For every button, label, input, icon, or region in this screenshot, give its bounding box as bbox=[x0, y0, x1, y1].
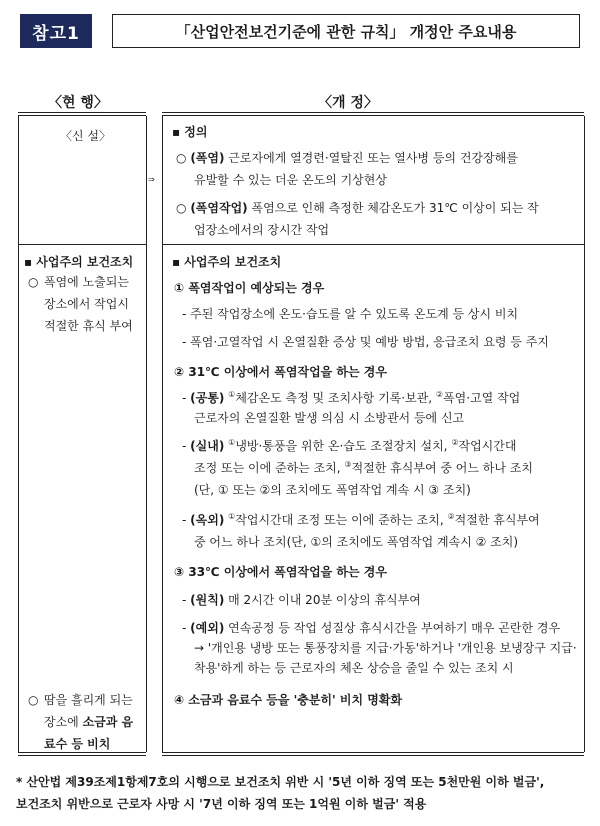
term-label: (공통) bbox=[190, 391, 225, 405]
revised-column-heading: 〈개 정〉 bbox=[318, 95, 378, 111]
section2-common-cont: 근로자의 온열질환 발생 의심 시 소방관서 등에 신고 bbox=[194, 411, 465, 425]
section1-line: - 주된 작업장소에 온도·습도를 알 수 있도록 온도계 등 상시 비치 bbox=[182, 307, 519, 321]
term-label: (실내) bbox=[190, 439, 225, 453]
table-bottom-border-right bbox=[162, 752, 584, 756]
revised-health-measures-heading: ▪ 사업주의 보건조치 bbox=[172, 255, 282, 269]
definition-heatwave-work-cont: 업장소에서의 장시간 작업 bbox=[194, 223, 330, 237]
reference-badge: 참고1 bbox=[20, 14, 92, 48]
salt-bold-text: 소금과 음 bbox=[82, 715, 134, 729]
row-divider-left bbox=[18, 244, 146, 245]
section3-principle: - (원칙) 매 2시간 이내 20분 이상의 휴식부여 bbox=[182, 593, 421, 607]
definition-heading: ▪ 정의 bbox=[172, 125, 208, 139]
section3-exception: - (예외) 연속공정 등 작업 성질상 휴식시간을 부여하기 매우 곤란한 경우 bbox=[182, 621, 561, 635]
section2-title: ② 31℃ 이상에서 폭염작업을 하는 경우 bbox=[174, 365, 387, 379]
term-label: (원칙) bbox=[190, 593, 225, 607]
current-health-measures-heading: ▪ 사업주의 보건조치 bbox=[24, 255, 134, 269]
current-salt-line: 료수 등 비치 bbox=[44, 737, 111, 751]
current-salt-line bbox=[44, 714, 133, 730]
section2-outdoor: - (옥외) ①작업시간대 조정 또는 이에 준하는 조치, ②적절한 휴식부여 bbox=[182, 512, 540, 527]
section1-line: - 폭염·고열작업 시 온열질환 증상 및 예방 방법, 응급조치 요령 등 주지 bbox=[182, 335, 549, 349]
current-rest-line: 폭염에 노출되는 bbox=[44, 275, 129, 289]
definition-heatwave-work bbox=[176, 200, 539, 216]
definition-text: 폭염으로 인해 측정한 체감온도가 31℃ 이상이 되는 작 bbox=[251, 201, 539, 215]
footnote-line: * 산안법 제39조제1항제7호의 시행으로 보건조치 위반 시 '5년 이하 징역 또는 5천만원 이하 벌금', bbox=[16, 775, 545, 789]
circle-bullet-icon: ○ bbox=[28, 275, 39, 289]
arrow-icon: ⇒ bbox=[148, 175, 155, 184]
section2-indoor: - (실내) ①냉방·통풍을 위한 온·습도 조절장치 설치, ②작업시간대 bbox=[182, 438, 517, 453]
circle-bullet-icon: ○ bbox=[176, 201, 187, 215]
section4-title: ④ 소금과 음료수 등을 '충분히' 비치 명확화 bbox=[174, 693, 403, 707]
section2-indoor-cont: 조정 또는 이에 준하는 조치, ③적절한 휴식부여 중 어느 하나 조치 bbox=[194, 460, 533, 475]
current-rest-line: 적절한 휴식 부여 bbox=[44, 319, 133, 333]
section2-outdoor-cont: 중 어느 하나 조치(단, ①의 조치에도 폭염작업 계속시 ② 조치) bbox=[194, 535, 519, 549]
section1-title: ① 폭염작업이 예상되는 경우 bbox=[174, 281, 325, 295]
current-salt-line: 땀을 흘리게 되는 bbox=[44, 693, 133, 707]
section3-title: ③ 33℃ 이상에서 폭염작업을 하는 경우 bbox=[174, 565, 387, 579]
definition-heatwave bbox=[176, 150, 518, 166]
footnote-line: 보건조치 위반으로 근로자 사망 시 '7년 이하 징역 또는 1억원 이하 벌금' 적용 bbox=[16, 797, 427, 811]
table-top-border-left bbox=[18, 112, 146, 116]
section2-indoor-cont: (단, ① 또는 ②의 조치에도 폭염작업 계속 시 ③ 조치) bbox=[194, 483, 471, 497]
right-column-outer-border bbox=[584, 116, 585, 752]
definition-heatwave-cont: 유발할 수 있는 더운 온도의 기상현상 bbox=[194, 173, 387, 187]
new-provision-label: 〈신 설〉 bbox=[60, 129, 111, 143]
document-title: 「산업안전보건기준에 관한 규칙」 개정안 주요내용 bbox=[112, 14, 580, 48]
table-top-border-right bbox=[162, 112, 584, 116]
term-label: (폭염작업) bbox=[190, 201, 248, 215]
circle-bullet-icon: ○ bbox=[28, 693, 39, 707]
row-divider-right bbox=[162, 244, 584, 245]
table-bottom-border-left bbox=[18, 752, 146, 756]
left-column-outer-border bbox=[18, 116, 19, 752]
section3-exception-cont: → '개인용 냉방 또는 통풍장치를 지급·가동'하거나 '개인용 보냉장구 지급· bbox=[194, 641, 577, 655]
definition-text: 근로자에게 열경련·열탈진 또는 열사병 등의 건강장해를 bbox=[228, 151, 518, 165]
current-rest-line: 장소에서 작업시 bbox=[44, 297, 129, 311]
left-column-inner-border bbox=[146, 116, 147, 752]
term-label: (옥외) bbox=[190, 513, 225, 527]
current-column-heading: 〈현 행〉 bbox=[48, 95, 108, 111]
section3-exception-cont: 착용'하게 하는 등 근로자의 체온 상승을 줄일 수 있는 조치 시 bbox=[194, 661, 514, 675]
salt-text: 장소에 bbox=[44, 715, 83, 729]
term-label: (예외) bbox=[190, 621, 225, 635]
term-label: (폭염) bbox=[190, 151, 225, 165]
section2-common: - (공통) ①체감온도 측정 및 조치사항 기록·보관, ②폭염·고열 작업 bbox=[182, 390, 521, 405]
circle-bullet-icon: ○ bbox=[176, 151, 187, 165]
right-column-inner-border bbox=[162, 116, 163, 752]
